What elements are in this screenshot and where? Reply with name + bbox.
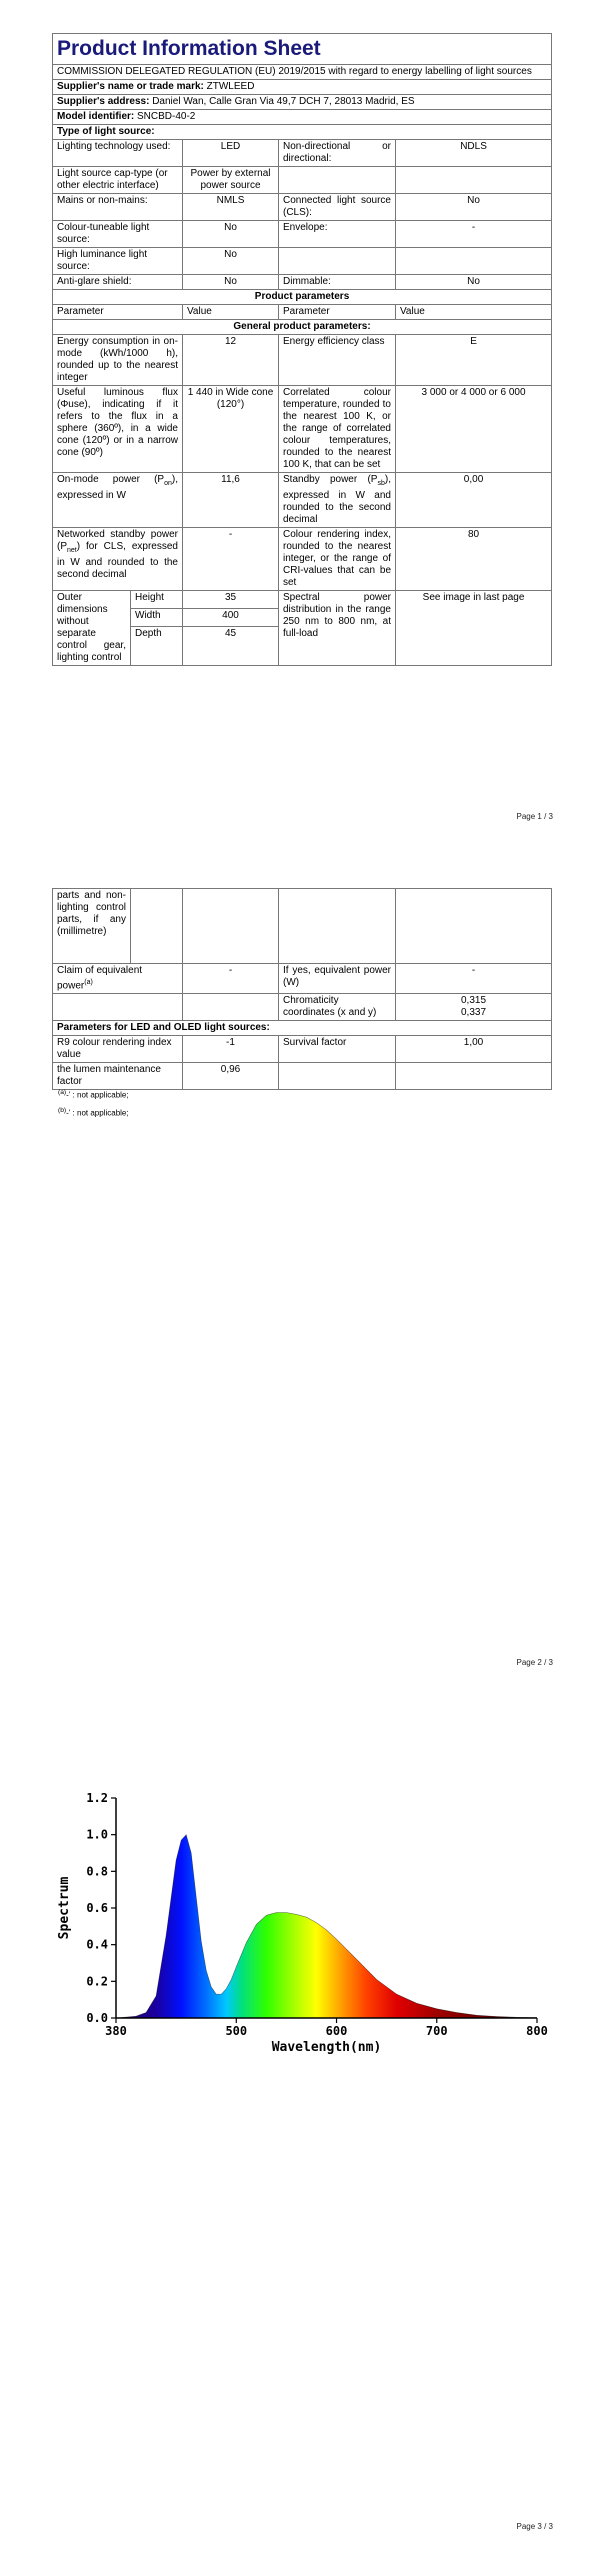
equivalent-power-claim-label: Claim of equivalent power$^{(a)}$ [53, 964, 183, 994]
y-tick-label: 1.0 [86, 1827, 108, 1842]
footnote-a: $^{(a)}$-' : not applicable; [58, 1089, 129, 1100]
mains-label: Mains or non-mains: [53, 194, 183, 221]
y-tick-label: 0.8 [86, 1864, 108, 1879]
page-title: Product Information Sheet [53, 34, 552, 65]
cap-type-value: Power by external power source [183, 167, 279, 194]
col-value-header: Value [396, 305, 552, 320]
empty-cell [131, 889, 183, 964]
r9-value: -1 [183, 1036, 279, 1063]
y-tick-label: 1.2 [86, 1791, 108, 1805]
y-tick-label: 0.4 [86, 1937, 108, 1952]
equivalent-power-value: - [396, 964, 552, 994]
type-of-light-source-header: Type of light source: [53, 125, 552, 140]
product-parameters-header: Product parameters [53, 290, 552, 305]
directional-label: Non-directional or directional: [279, 140, 396, 167]
page-3 [0, 1700, 603, 2560]
height-label: Height [131, 591, 183, 609]
outer-dimensions-label: Outer dimensions without separate control gear, lighting control [53, 591, 131, 666]
cls-value: No [396, 194, 552, 221]
empty-cell [183, 994, 279, 1021]
chromaticity-label: Chromaticity coordinates (x and y) [279, 994, 396, 1021]
x-axis-label: Wavelength(nm) [271, 2040, 382, 2055]
cls-label: Connected light source (CLS): [279, 194, 396, 221]
cct-label: Correlated colour temperature, rounded to the nearest 100 K, or the range of correlated colour temperatures, rounded to the nearest 100 K, that can be set [279, 386, 396, 473]
supplier-name-row [53, 80, 552, 95]
x-tick-label: 700 [425, 2024, 448, 2038]
anti-glare-value: No [183, 275, 279, 290]
cri-label: Colour rendering index, rounded to the nearest integer, or the range of CRI-values that can be set [279, 528, 396, 591]
envelope-label: Envelope: [279, 221, 396, 248]
x-tick-label: 600 [325, 2024, 348, 2038]
lumen-maintenance-label: the lumen maintenance factor [53, 1063, 183, 1090]
energy-efficiency-value: E [396, 335, 552, 386]
equivalent-power-claim-value: - [183, 964, 279, 994]
standby-power-value: 0,00 [396, 473, 552, 528]
standby-power-label: Standby power $(P_{sb})$, expressed in W and rounded to the second decimal [279, 473, 396, 528]
led-oled-parameters-header: Parameters for LED and OLED light sources: [53, 1021, 552, 1036]
empty-cell [279, 248, 396, 275]
mains-value: NMLS [183, 194, 279, 221]
tuneable-label: Colour-tuneable light source: [53, 221, 183, 248]
col-parameter-header: Parameter [279, 305, 396, 320]
y-tick-label: 0.2 [86, 1974, 108, 1989]
supplier-address-row [53, 95, 552, 110]
empty-cell [279, 1063, 396, 1090]
col-value-header: Value [183, 305, 279, 320]
networked-standby-label: Networked standby power $(P_{net})$ for CLS, expressed in W and rounded to the second decimal [53, 528, 183, 591]
tuneable-value: No [183, 221, 279, 248]
spectrum-area [116, 1835, 537, 2018]
cri-value: 80 [396, 528, 552, 591]
high-luminance-value: No [183, 248, 279, 275]
width-label: Width [131, 609, 183, 627]
width-value: 400 [183, 609, 279, 627]
model-row [53, 110, 552, 125]
spectral-distribution-value: See image in last page [396, 591, 552, 666]
survival-factor-value: 1,00 [396, 1036, 552, 1063]
height-value: 35 [183, 591, 279, 609]
supplier-name-label: Supplier's name or trade mark: [57, 81, 204, 92]
supplier-name-value: ZTWLEED [206, 81, 255, 92]
on-mode-power-value: 11,6 [183, 473, 279, 528]
empty-cell [396, 1063, 552, 1090]
x-tick-label: 800 [526, 2024, 548, 2038]
regulation-text: COMMISSION DELEGATED REGULATION (EU) 2019/2015 with regard to energy labelling of light sources [53, 65, 552, 80]
supplier-address-value: Daniel Wan, Calle Gran Via 49,7 DCH 7, 28013 Madrid, ES [152, 96, 415, 107]
y-axis-label: Spectrum [57, 1876, 72, 1940]
on-mode-power-label: On-mode power $(P_{on})$, expressed in W [53, 473, 183, 528]
model-value: SNCBD-40-2 [137, 111, 196, 122]
chromaticity-value [396, 994, 552, 1021]
page-1 [0, 0, 603, 850]
empty-cell [396, 889, 552, 964]
lighting-tech-value: LED [183, 140, 279, 167]
chromaticity-x: 0,315 [460, 995, 487, 1007]
empty-cell [396, 248, 552, 275]
empty-cell [279, 167, 396, 194]
page-number: Page 1 / 3 [516, 812, 553, 821]
model-label: Model identifier: [57, 111, 135, 122]
page-2 [0, 850, 603, 1700]
x-tick-label: 380 [105, 2024, 127, 2038]
dimmable-value: No [396, 275, 552, 290]
chromaticity-y: 0,337 [460, 1007, 487, 1019]
page-number: Page 3 / 3 [516, 2522, 553, 2531]
col-parameter-header: Parameter [53, 305, 183, 320]
empty-cell [396, 167, 552, 194]
page-number: Page 2 / 3 [516, 1658, 553, 1667]
envelope-value: - [396, 221, 552, 248]
lumen-maintenance-value: 0,96 [183, 1063, 279, 1090]
energy-consumption-label: Energy consumption in on-mode (kWh/1000 h), rounded up to the nearest integer [53, 335, 183, 386]
energy-consumption-value: 12 [183, 335, 279, 386]
directional-value: NDLS [396, 140, 552, 167]
anti-glare-label: Anti-glare shield: [53, 275, 183, 290]
footnote-b: $^{(b)}$-' : not applicable; [58, 1107, 129, 1118]
cap-type-label: Light source cap-type (or other electric interface) [53, 167, 183, 194]
supplier-address-label: Supplier's address: [57, 96, 150, 107]
general-parameters-header: General product parameters: [53, 320, 552, 335]
depth-label: Depth [131, 627, 183, 666]
depth-value: 45 [183, 627, 279, 666]
spectrum-chart [52, 1780, 552, 2080]
survival-factor-label: Survival factor [279, 1036, 396, 1063]
empty-cell [183, 889, 279, 964]
y-tick-label: 0.6 [86, 1901, 108, 1915]
energy-efficiency-label: Energy efficiency class [279, 335, 396, 386]
empty-cell [53, 994, 183, 1021]
spectral-distribution-label: Spectral power distribution in the range 250 nm to 800 nm, at full-load [279, 591, 396, 666]
outer-dimensions-label-cont: parts and non-lighting control parts, if any (millimetre) [53, 889, 131, 964]
luminous-flux-label: Useful luminous flux (Φuse), indicating if it refers to the flux in a sphere (360º), in a wide cone (120º) or in a narrow cone (90º) [53, 386, 183, 473]
r9-label: R9 colour rendering index value [53, 1036, 183, 1063]
cct-value: 3 000 or 4 000 or 6 000 [396, 386, 552, 473]
product-info-table-part-2 [52, 888, 552, 1090]
y-tick-label: 0.0 [86, 2011, 108, 2025]
luminous-flux-value: 1 440 in Wide cone (120°) [183, 386, 279, 473]
networked-standby-value: - [183, 528, 279, 591]
dimmable-label: Dimmable: [279, 275, 396, 290]
x-tick-label: 500 [225, 2024, 248, 2038]
lighting-tech-label: Lighting technology used: [53, 140, 183, 167]
empty-cell [279, 889, 396, 964]
equivalent-power-label: If yes, equivalent power (W) [279, 964, 396, 994]
high-luminance-label: High luminance light source: [53, 248, 183, 275]
product-info-table-part-1 [52, 33, 552, 666]
